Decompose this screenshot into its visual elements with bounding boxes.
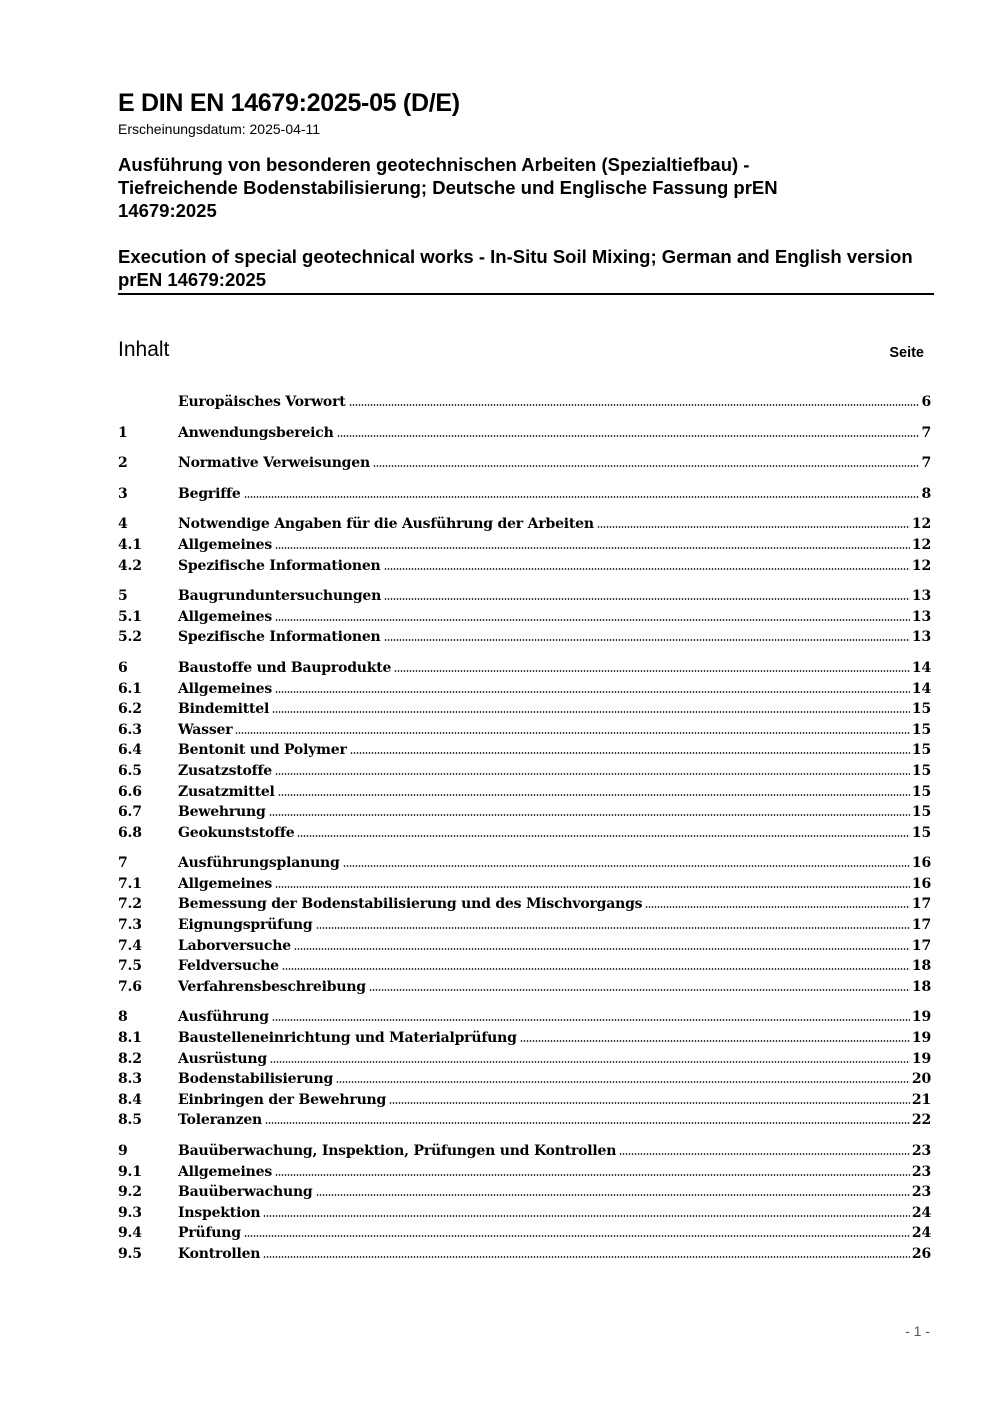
toc-entry-page: 18 [911,958,931,975]
toc-entry[interactable] [118,938,931,959]
dot-leader [275,886,910,888]
toc-entry-page: 15 [911,701,931,718]
toc-entry-number: 7.5 [118,958,142,975]
toc-entry-page: 15 [911,824,931,841]
toc-entry[interactable] [118,1225,931,1246]
toc-entry[interactable] [118,660,931,681]
toc-entry-page: 15 [911,783,931,800]
dot-leader [394,670,910,672]
dot-leader [269,814,910,816]
toc-entry-number: 6.1 [118,680,142,697]
toc-entry-number: 4 [118,516,128,533]
toc-entry[interactable] [118,1009,931,1030]
toc-entry-number: 6 [118,659,128,676]
toc-entry-number: 7.1 [118,875,142,892]
toc-entry-page: 7 [921,455,931,472]
toc-entry-page: 13 [911,608,931,625]
toc-entry-page: 15 [911,804,931,821]
toc-entry[interactable] [118,394,931,415]
toc-entry-page: 22 [911,1112,931,1129]
dot-leader [278,794,910,796]
toc-entry-title: Spezifische Informationen [178,629,381,646]
toc-group [118,425,931,446]
document-header [118,88,934,295]
toc-entry-page: 7 [921,424,931,441]
toc-entry-title: Zusatzmittel [178,783,275,800]
dot-leader [389,1102,910,1104]
dot-leader [520,1040,910,1042]
dot-leader [645,906,910,908]
toc-entry-number: 6.6 [118,783,142,800]
toc-entry[interactable] [118,681,931,702]
dot-leader [282,968,910,970]
toc-entry[interactable] [118,979,931,1000]
toc-entry[interactable] [118,1051,931,1072]
toc-entry-title: Verfahrensbeschreibung [178,978,366,995]
toc-entry-page: 14 [911,680,931,697]
toc-entry-title: Bauüberwachung [178,1184,313,1201]
toc-entry-title: Allgemeines [178,608,273,625]
dot-leader [297,835,909,837]
dot-leader [265,1122,910,1124]
page-number: - 1 - [905,1323,930,1339]
toc-entry-page: 12 [911,516,931,533]
dot-leader [244,1235,910,1237]
toc-entry-number: 6.2 [118,701,142,718]
toc-entry-number: 9.2 [118,1184,142,1201]
title-german: Ausführung von besonderen geotechnischen Arbeiten (Spezialtiefbau) - Tiefreichende Bodenstabilisierung; Deutsche und Englische Fassung prEN 14679:2025 [118,154,778,221]
toc-entry-title: Baugrunduntersuchungen [178,588,382,605]
dot-leader [384,568,910,570]
toc-entry-title: Allgemeines [178,1163,273,1180]
toc-entry-number: 7.2 [118,896,142,913]
toc-heading: Inhalt [118,338,170,361]
toc-entry-title: Ausführungsplanung [178,855,340,872]
toc-entry[interactable] [118,1205,931,1226]
toc-entry[interactable] [118,1030,931,1051]
toc-entry-number: 7.6 [118,978,142,995]
dot-leader [275,619,910,621]
toc-entry-number: 5.2 [118,629,142,646]
dot-leader [275,773,910,775]
toc-entry-page: 18 [911,978,931,995]
dot-leader [349,404,920,406]
table-of-contents [118,394,931,1277]
dot-leader [597,526,910,528]
toc-entry[interactable] [118,917,931,938]
toc-group [118,486,931,507]
toc-entry-title: Begriffe [178,485,241,502]
dot-leader [336,1081,910,1083]
toc-entry-title: Normative Verweisungen [178,455,370,472]
toc-page-column-label: Seite [889,345,924,361]
toc-entry-title: Bemessung der Bodenstabilisierung und des Mischvorgangs [178,896,643,913]
toc-entry-page: 16 [911,855,931,872]
toc-entry[interactable] [118,1184,931,1205]
toc-entry-number: 8.5 [118,1112,142,1129]
toc-entry-page: 15 [911,742,931,759]
dot-leader [272,711,910,713]
dot-leader [316,1194,910,1196]
toc-entry[interactable] [118,855,931,876]
toc-entry-number: 4.1 [118,536,142,553]
toc-entry[interactable] [118,804,931,825]
toc-entry-title: Geokunststoffe [178,824,295,841]
toc-entry-number: 2 [118,455,128,472]
toc-entry[interactable] [118,1143,931,1164]
toc-entry[interactable] [118,1246,931,1267]
toc-entry[interactable] [118,722,931,743]
toc-entry-number: 9 [118,1143,128,1159]
toc-entry-number: 9.4 [118,1225,142,1242]
toc-entry[interactable] [118,1164,931,1185]
title-english: Execution of special geotechnical works - In-Situ Soil Mixing; German and English version prEN 14679:2025 [118,245,934,295]
toc-group [118,660,931,845]
toc-entry-number: 6.7 [118,804,142,821]
toc-entry[interactable] [118,701,931,722]
toc-entry-title: Einbringen der Bewehrung [178,1091,387,1108]
toc-entry-title: Baustoffe und Bauprodukte [178,659,392,676]
toc-entry-number: 4.2 [118,557,142,574]
toc-entry-number: 3 [118,485,128,502]
toc-group [118,394,931,415]
toc-entry[interactable] [118,516,931,537]
toc-entry-page: 26 [911,1245,931,1262]
toc-entry-title: Bentonit und Polymer [178,742,347,759]
toc-entry[interactable] [118,876,931,897]
dot-leader [619,1153,910,1155]
toc-group [118,455,931,476]
toc-entry-title: Eignungsprüfung [178,917,313,934]
toc-entry-page: 15 [911,721,931,738]
toc-group [118,1143,931,1267]
toc-entry-number: 7.3 [118,917,142,934]
toc-entry-title: Anwendungsbereich [178,424,334,441]
toc-entry-number: 8.3 [118,1071,142,1088]
toc-entry-page: 17 [911,896,931,913]
toc-entry-page: 12 [911,557,931,574]
dot-leader [350,752,910,754]
toc-entry[interactable] [118,1092,931,1113]
toc-entry-title: Baustelleneinrichtung und Materialprüfung [178,1030,517,1047]
dot-leader [263,1256,910,1258]
toc-entry-page: 16 [911,875,931,892]
dot-leader [275,547,910,549]
toc-entry-number: 8.4 [118,1091,142,1108]
toc-entry[interactable] [118,825,931,846]
toc-entry-page: 23 [911,1143,931,1159]
toc-entry[interactable] [118,486,931,507]
dot-leader [244,496,920,498]
toc-entry-title: Allgemeines [178,536,273,553]
dot-leader [384,598,910,600]
toc-entry-title: Bodenstabilisierung [178,1071,334,1088]
toc-entry-page: 15 [911,762,931,779]
dot-leader [235,732,909,734]
toc-entry-page: 12 [911,536,931,553]
toc-entry[interactable] [118,425,931,446]
toc-entry-title: Notwendige Angaben für die Ausführung der Arbeiten [178,516,594,533]
dot-leader [263,1215,910,1217]
toc-entry-number: 1 [118,424,128,441]
toc-entry[interactable] [118,537,931,558]
toc-entry-page: 19 [911,1030,931,1047]
toc-entry[interactable] [118,1071,931,1092]
toc-entry-number: 7 [118,855,128,872]
toc-entry-title: Allgemeines [178,875,273,892]
toc-entry-title: Toleranzen [178,1112,263,1129]
toc-entry[interactable] [118,742,931,763]
toc-entry-number: 6.4 [118,742,142,759]
toc-group [118,516,931,578]
publication-date: Erscheinungsdatum: 2025-04-11 [118,121,321,137]
toc-entry[interactable] [118,588,931,609]
toc-entry[interactable] [118,896,931,917]
toc-entry-title: Inspektion [178,1204,261,1221]
toc-entry-page: 23 [911,1184,931,1201]
dot-leader [294,948,910,950]
toc-entry-page: 19 [911,1009,931,1026]
toc-group [118,588,931,650]
dot-leader [384,639,910,641]
toc-entry-page: 6 [921,394,931,410]
dot-leader [343,865,910,867]
dot-leader [272,1019,910,1021]
toc-entry-page: 23 [911,1163,931,1180]
toc-entry-page: 17 [911,937,931,954]
toc-entry[interactable] [118,609,931,630]
toc-entry-title: Prüfung [178,1225,241,1242]
toc-entry-page: 8 [921,485,931,502]
toc-entry[interactable] [118,1112,931,1133]
toc-entry-title: Laborversuche [178,937,291,954]
toc-entry-number: 5 [118,588,128,605]
toc-entry-title: Allgemeines [178,680,273,697]
toc-entry[interactable] [118,784,931,805]
toc-entry-title: Bewehrung [178,804,266,821]
toc-entry[interactable] [118,763,931,784]
toc-entry-page: 20 [911,1071,931,1088]
toc-entry-number: 8.2 [118,1050,142,1067]
toc-entry[interactable] [118,455,931,476]
toc-entry-number: 9.1 [118,1163,142,1180]
toc-entry[interactable] [118,629,931,650]
document-id: E DIN EN 14679:2025-05 (D/E) [118,89,460,117]
toc-group [118,855,931,999]
dot-leader [275,691,910,693]
toc-entry-page: 19 [911,1050,931,1067]
toc-entry[interactable] [118,558,931,579]
toc-entry-page: 24 [911,1225,931,1242]
toc-entry-page: 17 [911,917,931,934]
toc-entry-page: 21 [911,1091,931,1108]
toc-entry-page: 13 [911,629,931,646]
toc-entry-number: 9.3 [118,1204,142,1221]
toc-entry-number: 6.5 [118,762,142,779]
dot-leader [373,465,920,467]
toc-entry-title: Zusatzstoffe [178,762,273,779]
toc-entry-page: 14 [911,659,931,676]
dot-leader [337,435,920,437]
toc-entry-number: 6.3 [118,721,142,738]
toc-entry-number: 9.5 [118,1245,142,1262]
toc-entry-title: Ausführung [178,1009,269,1026]
toc-entry-title: Europäisches Vorwort [178,394,346,410]
toc-entry-title: Kontrollen [178,1245,261,1262]
toc-entry-title: Ausrüstung [178,1050,267,1067]
dot-leader [316,927,910,929]
toc-entry-number: 7.4 [118,937,142,954]
toc-entry-title: Wasser [178,721,233,738]
toc-entry-page: 24 [911,1204,931,1221]
toc-entry-page: 13 [911,588,931,605]
toc-entry[interactable] [118,958,931,979]
toc-entry-title: Spezifische Informationen [178,557,381,574]
toc-entry-number: 8.1 [118,1030,142,1047]
toc-entry-number: 8 [118,1009,128,1026]
toc-entry-number: 6.8 [118,824,142,841]
toc-entry-title: Feldversuche [178,958,279,975]
toc-group [118,1009,931,1133]
toc-entry-number: 5.1 [118,608,142,625]
toc-entry-title: Bauüberwachung, Inspektion, Prüfungen und Kontrollen [178,1143,617,1159]
dot-leader [369,989,910,991]
dot-leader [270,1061,910,1063]
dot-leader [275,1174,910,1176]
toc-entry-title: Bindemittel [178,701,270,718]
